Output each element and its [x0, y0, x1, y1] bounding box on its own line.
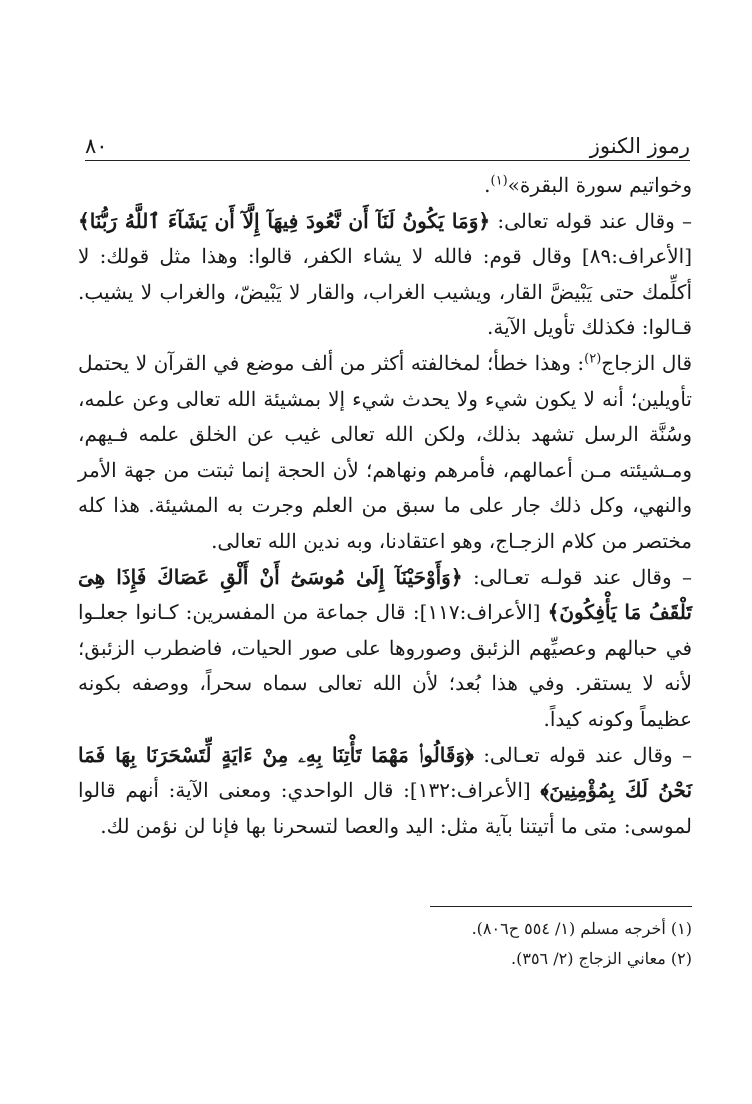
quran-quote: ﴿وَقَالُوا۟ مَهْمَا تَأْتِنَا بِهِۦ مِنْ ءَايَةٍ لِّتَسْحَرَنَا بِهَا فَمَا نَحْنُ لَكَ بِمُؤْمِنِينَ﴾ [78, 742, 693, 803]
footnote-ref-1: (١) [490, 173, 508, 189]
footnote-2: (٢) معاني الزجاج (٢/ ٣٥٦). [511, 949, 692, 968]
footnote-1: (١) أخرجه مسلم (١/ ٥٥٤ ح٨٠٦). [471, 919, 692, 938]
page-number: ٨٠ [85, 134, 108, 158]
footnotes [72, 914, 692, 974]
quran-quote: ﴿وَمَا يَكُونُ لَنَآ أَن نَّعُودَ فِيهَآ إِلَّآ أَن يَشَآءَ ٱللَّهُ رَبُّنَا﴾ [78, 208, 491, 233]
paragraph-text: [الأعراف:١١٧]: قال جماعة من المفسرين: كـانوا جعلـوا في حبالهم وعصيِّهم الزئبق وصوروها على صور الحيات، فاضطرب الزئبق؛ لأنه لا يستقر. وفي هذا بُعد؛ لأن الله تعالى سماه سحراً، ووصفه بكونه عظيماً وكونه كيداً. [78, 600, 693, 731]
paragraph-text: وخواتيم سورة البقرة» [507, 173, 692, 197]
page-header [85, 132, 690, 162]
paragraph-2 [78, 204, 692, 346]
paragraph-text: – وقال عند قوله تعـالى: [473, 742, 692, 767]
paragraph-text: – وقال عند قولـه تعـالى: [462, 564, 692, 589]
header-divider [85, 160, 690, 161]
paragraph-text: . [484, 173, 491, 197]
main-text [78, 168, 692, 844]
paragraph-5 [78, 738, 692, 845]
quran-quote: ﴿وَأَوْحَيْنَآ إِلَىٰ مُوسَىٰٓ أَنْ أَلْقِ عَصَاكَ فَإِذَا هِىَ تَلْقَفُ مَا يَأْفِكُونَ﴾ [78, 564, 692, 625]
paragraph-1 [78, 168, 692, 204]
paragraph-3 [78, 346, 692, 560]
paragraph-text: قال الزجاج [601, 350, 692, 375]
paragraph-text: [الأعراف:١٣٢]: قال الواحدي: ومعنى الآية: أنهم قالوا لموسى: متى ما أتيتنا بآية مثل: اليد والعصا لتسحرنا بها فإنا لن نؤمن لك. [78, 778, 692, 838]
footnote-divider [430, 906, 692, 907]
paragraph-text: [الأعراف:٨٩] وقال قوم: فالله لا يشاء الكفر، قالوا: وهذا مثل قولك: لا أكلِّمك حتى يَبْيضَّ القار، ويشيب الغراب، والقار لا يَبْيضّ، والغراب لا يشيب. قـالوا: فكذلك تأويل الآية. [78, 244, 692, 340]
running-title: رموز الكنوز [589, 134, 690, 158]
paragraph-4 [78, 560, 692, 738]
paragraph-text: : وهذا خطأ؛ لمخالفته أكثر من ألف موضع في القرآن لا يحتمل تأويلين؛ أنه لا يكون شيء ولا يحدث شيء إلا بمشيئة الله تعالى وعن علمه، وسُنَّة الرسل تشهد بذلك، ولكن الله تعالى غيب عن الخلق علمه فـيهم، ومـشيئته مـن أعمالهم، فأمرهم ونهاهم؛ لأن الحجة إنما ثبتت من جهة الأمر والنهي، وكل ذلك جار على ما سبق من العلم وجرت به المشيئة. هذا كله مختصر من كلام الزجـاج، وهو اعتقادنا، وبه ندين الله تعالى. [78, 350, 692, 553]
footnote-ref-2: (٢) [584, 351, 602, 367]
paragraph-text: – وقال عند قوله تعالى: [490, 208, 692, 233]
